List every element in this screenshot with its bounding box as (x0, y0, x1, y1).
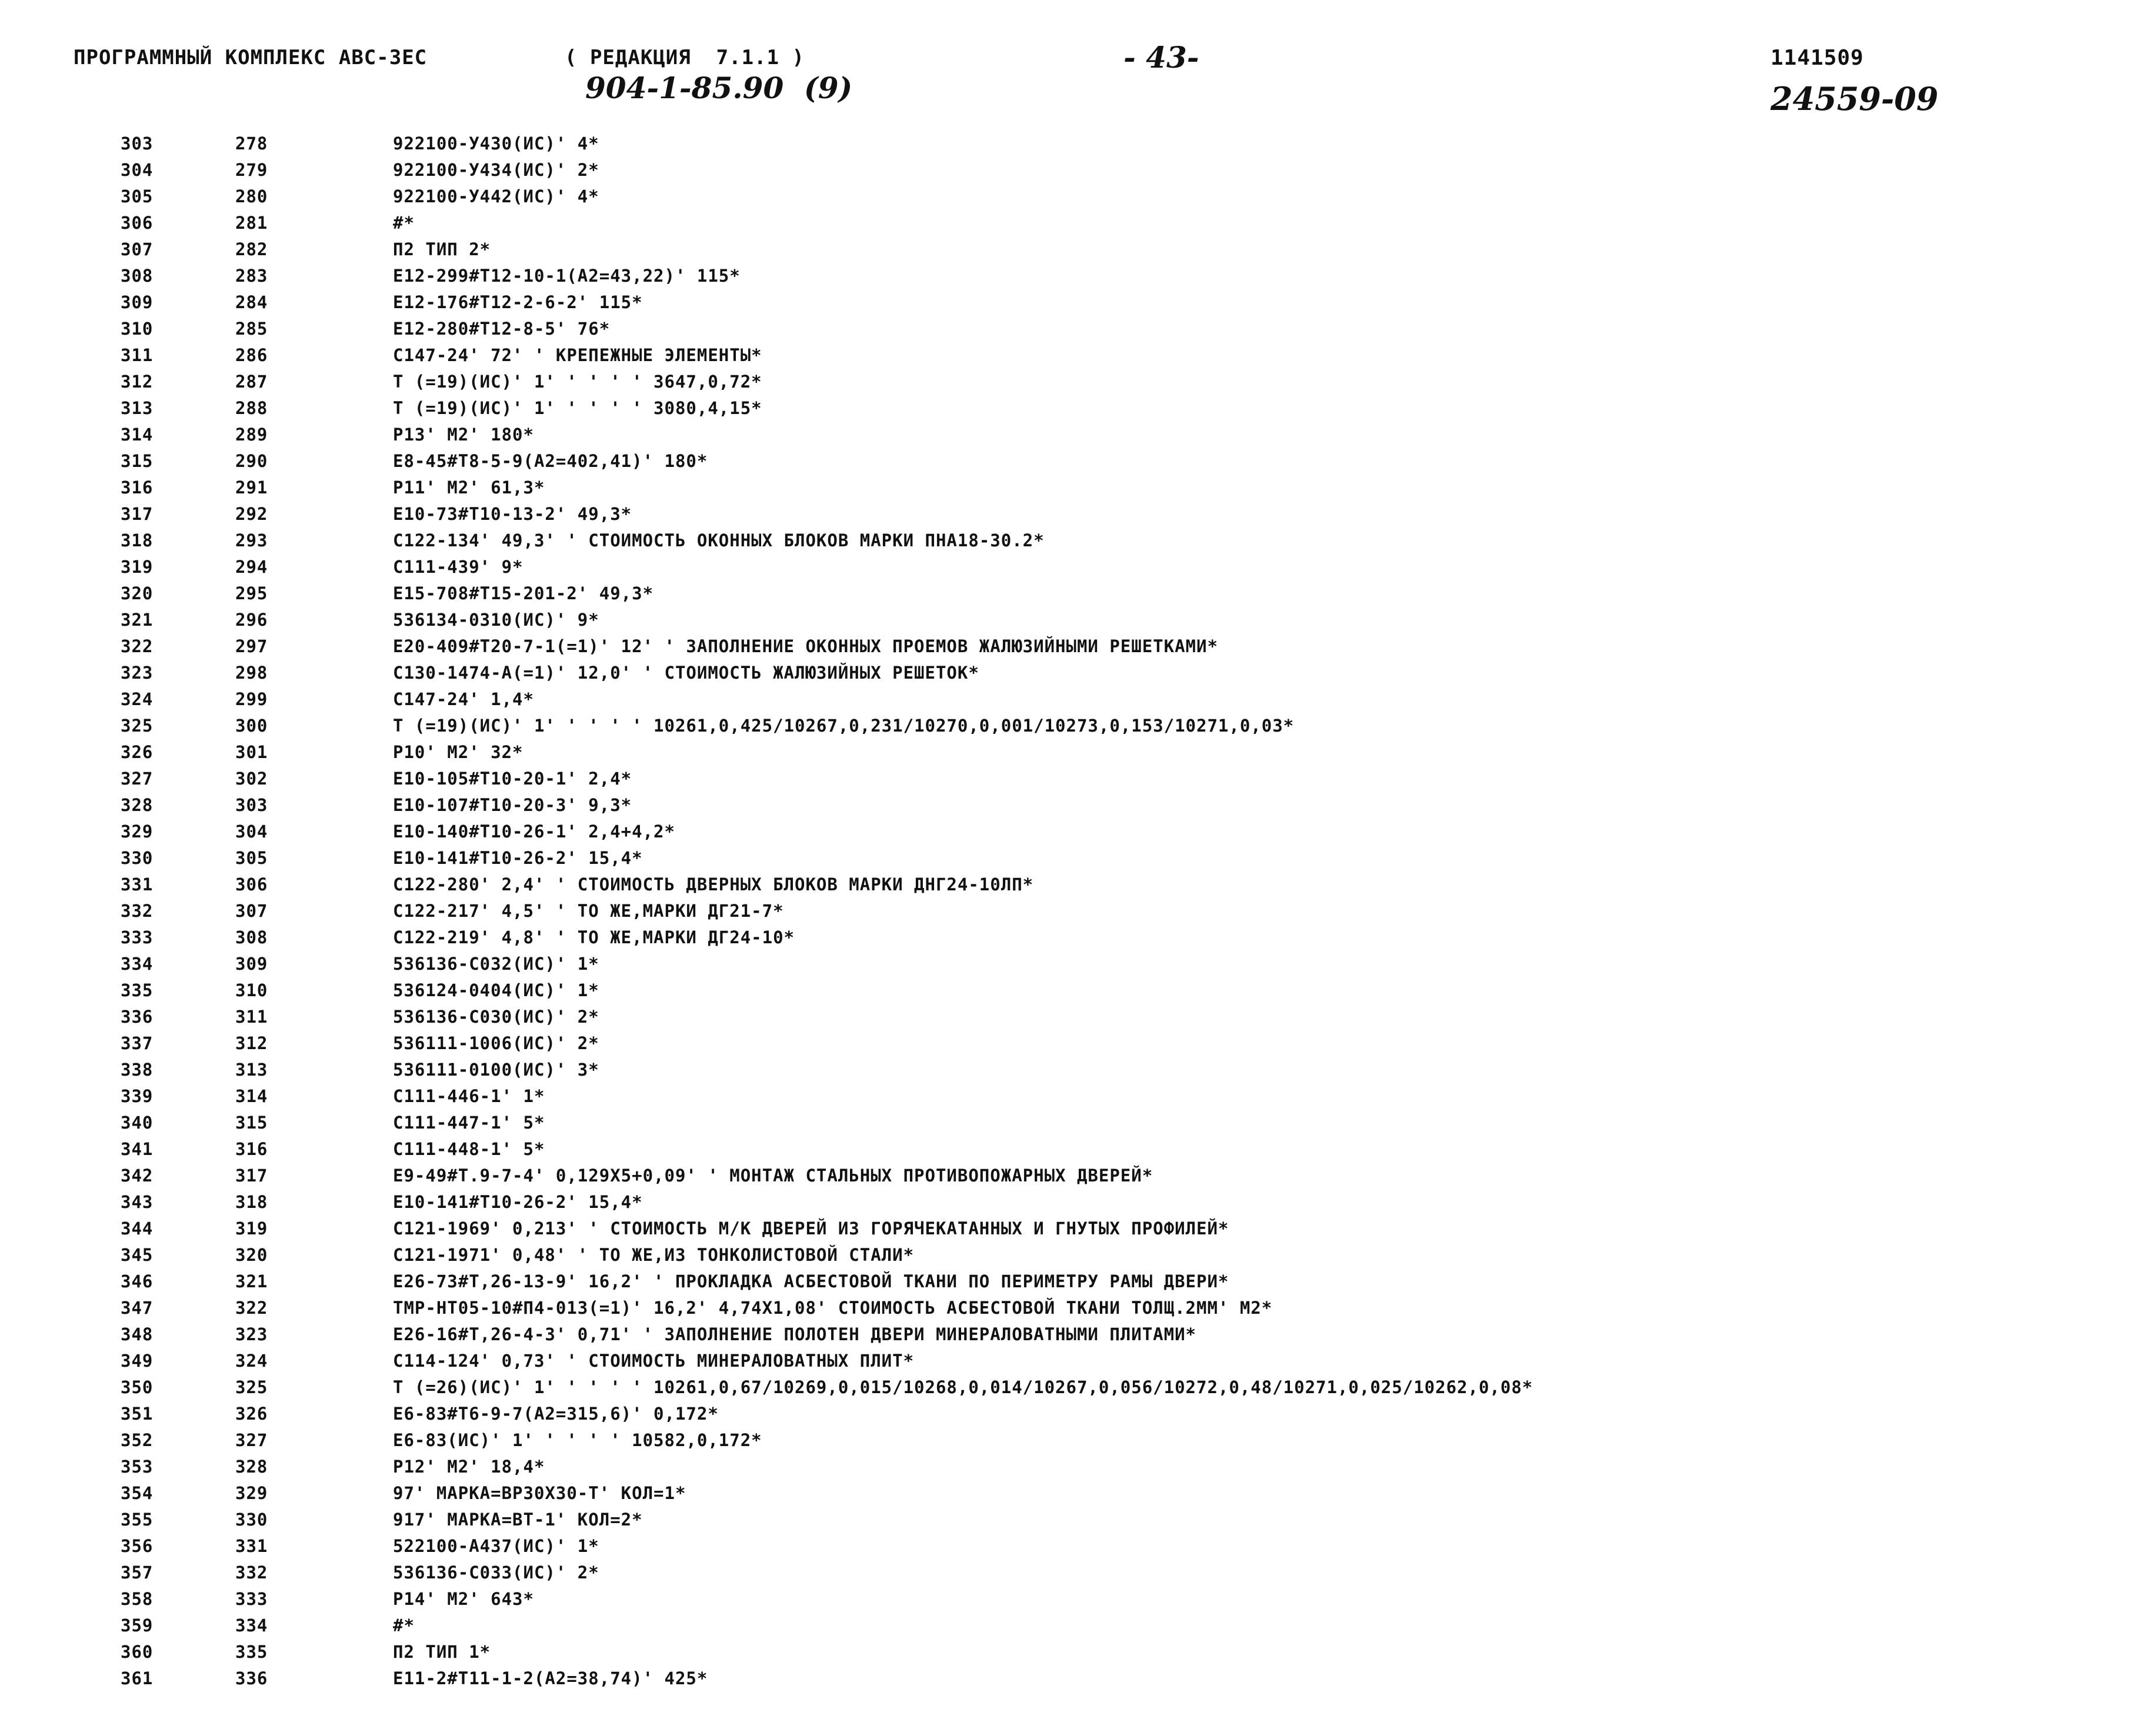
statement-number: 310 (235, 980, 268, 1000)
statement-text: С111-447-1' 5* (393, 1113, 545, 1133)
statement-text: Т (=26)(ИС)' 1' ' ' ' ' 10261,0,67/10269,0,015/10268,0,014/10267,0,056/10272,0,48/10271,0,025/10262,0,08* (393, 1377, 1533, 1397)
line-number: 354 (121, 1483, 154, 1503)
statement-number: 319 (235, 1218, 268, 1238)
line-number: 339 (121, 1086, 154, 1106)
line-number: 342 (121, 1166, 154, 1186)
statement-text: Е10-140#Т10-26-1' 2,4+4,2* (393, 822, 675, 842)
statement-text: Е12-176#Т12-2-6-2' 115* (393, 292, 643, 312)
statement-text: Е9-49#Т.9-7-4' 0,129Х5+0,09' ' МОНТАЖ СТАЛЬНЫХ ПРОТИВОПОЖАРНЫХ ДВЕРЕЙ* (393, 1166, 1153, 1186)
statement-number: 288 (235, 398, 268, 418)
listing-row (0, 1295, 2154, 1321)
statement-number: 334 (235, 1615, 268, 1635)
statement-text: #* (393, 1615, 415, 1635)
line-number: 349 (121, 1351, 154, 1371)
statement-text: 536111-0100(ИС)' 3* (393, 1060, 599, 1080)
line-number: 352 (121, 1430, 154, 1450)
statement-text: Е10-141#Т10-26-2' 15,4* (393, 1192, 643, 1212)
line-number: 356 (121, 1536, 154, 1556)
statement-number: 312 (235, 1033, 268, 1053)
line-number: 305 (121, 186, 154, 206)
statement-number: 322 (235, 1298, 268, 1318)
statement-text: 536136-С032(ИС)' 1* (393, 954, 599, 974)
listing-row (0, 607, 2154, 633)
statement-number: 336 (235, 1668, 268, 1688)
statement-text: Р13' М2' 180* (393, 425, 534, 445)
statement-number: 309 (235, 954, 268, 974)
listing-row (0, 1560, 2154, 1586)
statement-text: С111-446-1' 1* (393, 1086, 545, 1106)
statement-text: Е26-16#Т,26-4-3' 0,71' ' ЗАПОЛНЕНИЕ ПОЛОТЕН ДВЕРИ МИНЕРАЛОВАТНЫМИ ПЛИТАМИ* (393, 1324, 1197, 1344)
statement-text: Е12-299#Т12-10-1(А2=43,22)' 115* (393, 266, 741, 286)
statement-text: С147-24' 1,4* (393, 689, 534, 709)
listing-row (0, 1374, 2154, 1401)
program-title: ПРОГРАММНЫЙ КОМПЛЕКС АВС-3ЕС (74, 46, 428, 69)
listing-row (0, 1639, 2154, 1665)
line-number: 346 (121, 1271, 154, 1291)
listing-row (0, 1613, 2154, 1639)
line-number: 313 (121, 398, 154, 418)
line-number: 303 (121, 133, 154, 153)
line-number: 350 (121, 1377, 154, 1397)
listing-row (0, 369, 2154, 395)
statement-text: Е20-409#Т20-7-1(=1)' 12' ' ЗАПОЛНЕНИЕ ОКОННЫХ ПРОЕМОВ ЖАЛЮЗИЙНЫМИ РЕШЕТКАМИ* (393, 636, 1218, 656)
statement-text: 536136-С030(ИС)' 2* (393, 1007, 599, 1027)
listing-row (0, 1321, 2154, 1348)
statement-text: С122-219' 4,8' ' ТО ЖЕ,МАРКИ ДГ24-10* (393, 927, 795, 947)
listing-row (0, 924, 2154, 951)
statement-text: 536136-С033(ИС)' 2* (393, 1563, 599, 1583)
statement-number: 307 (235, 901, 268, 921)
statement-text: 536124-0404(ИС)' 1* (393, 980, 599, 1000)
listing-row (0, 528, 2154, 554)
statement-number: 330 (235, 1510, 268, 1530)
listing-row (0, 289, 2154, 316)
statement-number: 315 (235, 1113, 268, 1133)
listing-row (0, 872, 2154, 898)
line-number: 318 (121, 530, 154, 550)
listing-row (0, 1004, 2154, 1030)
statement-text: С111-448-1' 5* (393, 1139, 545, 1159)
listing-row (0, 977, 2154, 1004)
line-number: 323 (121, 663, 154, 683)
statement-number: 308 (235, 927, 268, 947)
program-listing (0, 131, 2154, 1692)
line-number: 333 (121, 927, 154, 947)
document-number: 1141509 (1770, 46, 1864, 70)
statement-number: 316 (235, 1139, 268, 1159)
line-number: 328 (121, 795, 154, 815)
statement-number: 287 (235, 372, 268, 392)
handwritten-project-code: 904-1-85.90 (9) (585, 71, 853, 105)
statement-number: 298 (235, 663, 268, 683)
statement-number: 284 (235, 292, 268, 312)
line-number: 337 (121, 1033, 154, 1053)
statement-text: 536134-0310(ИС)' 9* (393, 610, 599, 630)
statement-number: 328 (235, 1457, 268, 1477)
listing-row (0, 501, 2154, 528)
statement-number: 313 (235, 1060, 268, 1080)
statement-text: Е10-107#Т10-20-3' 9,3* (393, 795, 632, 815)
listing-row (0, 686, 2154, 713)
line-number: 314 (121, 425, 154, 445)
line-number: 330 (121, 848, 154, 868)
line-number: 341 (121, 1139, 154, 1159)
statement-text: ТМР-НТ05-10#П4-013(=1)' 16,2' 4,74Х1,08' СТОИМОСТЬ АСБЕСТОВОЙ ТКАНИ ТОЛЩ.2ММ' М2* (393, 1298, 1273, 1318)
listing-row (0, 448, 2154, 475)
statement-text: Е12-280#Т12-8-5' 76* (393, 319, 611, 339)
statement-number: 300 (235, 716, 268, 736)
line-number: 347 (121, 1298, 154, 1318)
listing-row (0, 1427, 2154, 1454)
statement-text: С122-280' 2,4' ' СТОИМОСТЬ ДВЕРНЫХ БЛОКОВ МАРКИ ДНГ24-10ЛП* (393, 874, 1034, 894)
listing-row (0, 1110, 2154, 1136)
statement-number: 302 (235, 769, 268, 789)
statement-text: Т (=19)(ИС)' 1' ' ' ' ' 3080,4,15* (393, 398, 762, 418)
statement-number: 282 (235, 239, 268, 259)
statement-number: 301 (235, 742, 268, 762)
statement-number: 326 (235, 1404, 268, 1424)
listing-row (0, 1163, 2154, 1189)
statement-text: С122-134' 49,3' ' СТОИМОСТЬ ОКОННЫХ БЛОКОВ МАРКИ ПНА18-30.2* (393, 530, 1045, 550)
listing-row (0, 1348, 2154, 1374)
line-number: 360 (121, 1642, 154, 1662)
listing-row (0, 157, 2154, 183)
statement-number: 331 (235, 1536, 268, 1556)
statement-number: 285 (235, 319, 268, 339)
statement-text: Е6-83(ИС)' 1' ' ' ' ' 10582,0,172* (393, 1430, 762, 1450)
listing-row (0, 131, 2154, 157)
listing-row (0, 475, 2154, 501)
listing-row (0, 342, 2154, 369)
statement-text: П2 ТИП 2* (393, 239, 491, 259)
statement-text: 97' МАРКА=ВР30Х30-Т' КОЛ=1* (393, 1483, 686, 1503)
listing-row (0, 210, 2154, 236)
listing-row (0, 1242, 2154, 1268)
line-number: 343 (121, 1192, 154, 1212)
statement-text: Е10-141#Т10-26-2' 15,4* (393, 848, 643, 868)
line-number: 344 (121, 1218, 154, 1238)
line-number: 345 (121, 1245, 154, 1265)
line-number: 331 (121, 874, 154, 894)
listing-row (0, 183, 2154, 210)
listing-row (0, 633, 2154, 660)
statement-number: 327 (235, 1430, 268, 1450)
statement-text: Е11-2#Т11-1-2(А2=38,74)' 425* (393, 1668, 708, 1688)
statement-text: Е26-73#Т,26-13-9' 16,2' ' ПРОКЛАДКА АСБЕСТОВОЙ ТКАНИ ПО ПЕРИМЕТРУ РАМЫ ДВЕРИ* (393, 1271, 1229, 1291)
statement-text: #* (393, 213, 415, 233)
line-number: 312 (121, 372, 154, 392)
statement-text: П2 ТИП 1* (393, 1642, 491, 1662)
line-number: 334 (121, 954, 154, 974)
statement-text: Е10-105#Т10-20-1' 2,4* (393, 769, 632, 789)
statement-text: 536111-1006(ИС)' 2* (393, 1033, 599, 1053)
statement-text: С147-24' 72' ' КРЕПЕЖНЫЕ ЭЛЕМЕНТЫ* (393, 345, 762, 365)
line-number: 306 (121, 213, 154, 233)
statement-number: 289 (235, 425, 268, 445)
statement-text: Е6-83#Т6-9-7(А2=315,6)' 0,172* (393, 1404, 719, 1424)
edition-label: ( РЕДАКЦИЯ 7.1.1 ) (565, 46, 805, 69)
line-number: 325 (121, 716, 154, 736)
statement-number: 281 (235, 213, 268, 233)
line-number: 348 (121, 1324, 154, 1344)
statement-text: 917' МАРКА=ВТ-1' КОЛ=2* (393, 1510, 643, 1530)
statement-number: 305 (235, 848, 268, 868)
statement-number: 314 (235, 1086, 268, 1106)
statement-text: С122-217' 4,5' ' ТО ЖЕ,МАРКИ ДГ21-7* (393, 901, 784, 921)
statement-number: 280 (235, 186, 268, 206)
statement-number: 291 (235, 478, 268, 498)
listing-row (0, 898, 2154, 924)
listing-row (0, 422, 2154, 448)
line-number: 309 (121, 292, 154, 312)
statement-text: 922100-У442(ИС)' 4* (393, 186, 599, 206)
line-number: 335 (121, 980, 154, 1000)
statement-number: 324 (235, 1351, 268, 1371)
line-number: 307 (121, 239, 154, 259)
line-number: 329 (121, 822, 154, 842)
statement-number: 306 (235, 874, 268, 894)
statement-text: С130-1474-А(=1)' 12,0' ' СТОИМОСТЬ ЖАЛЮЗИЙНЫХ РЕШЕТОК* (393, 663, 979, 683)
line-number: 338 (121, 1060, 154, 1080)
statement-number: 278 (235, 133, 268, 153)
listing-row (0, 580, 2154, 607)
line-number: 308 (121, 266, 154, 286)
statement-text: С111-439' 9* (393, 557, 524, 577)
listing-row (0, 792, 2154, 819)
listing-row (0, 395, 2154, 422)
listing-row (0, 1189, 2154, 1216)
line-number: 311 (121, 345, 154, 365)
statement-text: Е15-708#Т15-201-2' 49,3* (393, 583, 654, 603)
listing-row (0, 236, 2154, 263)
statement-text: 922100-У434(ИС)' 2* (393, 160, 599, 180)
listing-row (0, 1454, 2154, 1480)
statement-number: 293 (235, 530, 268, 550)
statement-number: 323 (235, 1324, 268, 1344)
statement-text: Р11' М2' 61,3* (393, 478, 545, 498)
statement-text: Р14' М2' 643* (393, 1589, 534, 1609)
line-number: 320 (121, 583, 154, 603)
line-number: 322 (121, 636, 154, 656)
line-number: 336 (121, 1007, 154, 1027)
statement-number: 294 (235, 557, 268, 577)
statement-number: 283 (235, 266, 268, 286)
statement-number: 295 (235, 583, 268, 603)
listing-row (0, 660, 2154, 686)
statement-number: 325 (235, 1377, 268, 1397)
statement-number: 296 (235, 610, 268, 630)
line-number: 340 (121, 1113, 154, 1133)
listing-row (0, 951, 2154, 977)
listing-row (0, 554, 2154, 580)
statement-number: 304 (235, 822, 268, 842)
statement-text: 922100-У430(ИС)' 4* (393, 133, 599, 153)
handwritten-inventory-number: 24559-09 (1770, 80, 1939, 118)
listing-row (0, 1665, 2154, 1692)
statement-number: 317 (235, 1166, 268, 1186)
statement-text: С114-124' 0,73' ' СТОИМОСТЬ МИНЕРАЛОВАТНЫХ ПЛИТ* (393, 1351, 915, 1371)
statement-number: 333 (235, 1589, 268, 1609)
line-number: 351 (121, 1404, 154, 1424)
line-number: 304 (121, 160, 154, 180)
listing-row (0, 1507, 2154, 1533)
listing-row (0, 263, 2154, 289)
line-number: 355 (121, 1510, 154, 1530)
line-number: 358 (121, 1589, 154, 1609)
listing-row (0, 1216, 2154, 1242)
statement-number: 311 (235, 1007, 268, 1027)
statement-text: 522100-А437(ИС)' 1* (393, 1536, 599, 1556)
listing-row (0, 1030, 2154, 1057)
listing-row (0, 1401, 2154, 1427)
statement-number: 299 (235, 689, 268, 709)
line-number: 359 (121, 1615, 154, 1635)
statement-number: 332 (235, 1563, 268, 1583)
statement-text: Т (=19)(ИС)' 1' ' ' ' ' 3647,0,72* (393, 372, 762, 392)
listing-row (0, 1083, 2154, 1110)
statement-text: С121-1971' 0,48' ' ТО ЖЕ,ИЗ ТОНКОЛИСТОВОЙ СТАЛИ* (393, 1245, 915, 1265)
listing-row (0, 1268, 2154, 1295)
line-number: 317 (121, 504, 154, 524)
statement-number: 321 (235, 1271, 268, 1291)
line-number: 326 (121, 742, 154, 762)
statement-number: 318 (235, 1192, 268, 1212)
statement-number: 297 (235, 636, 268, 656)
line-number: 310 (121, 319, 154, 339)
statement-number: 303 (235, 795, 268, 815)
statement-number: 292 (235, 504, 268, 524)
line-number: 316 (121, 478, 154, 498)
statement-text: Р10' М2' 32* (393, 742, 524, 762)
statement-number: 286 (235, 345, 268, 365)
line-number: 357 (121, 1563, 154, 1583)
line-number: 319 (121, 557, 154, 577)
line-number: 361 (121, 1668, 154, 1688)
listing-row (0, 1057, 2154, 1083)
listing-row (0, 713, 2154, 739)
statement-text: Р12' М2' 18,4* (393, 1457, 545, 1477)
line-number: 324 (121, 689, 154, 709)
statement-number: 335 (235, 1642, 268, 1662)
statement-number: 290 (235, 451, 268, 471)
listing-row (0, 316, 2154, 342)
listing-row (0, 819, 2154, 845)
statement-number: 329 (235, 1483, 268, 1503)
statement-text: Т (=19)(ИС)' 1' ' ' ' ' 10261,0,425/10267,0,231/10270,0,001/10273,0,153/10271,0,03* (393, 716, 1295, 736)
statement-text: Е8-45#Т8-5-9(А2=402,41)' 180* (393, 451, 708, 471)
listing-row (0, 739, 2154, 766)
listing-row (0, 1480, 2154, 1507)
statement-text: С121-1969' 0,213' ' СТОИМОСТЬ М/К ДВЕРЕЙ ИЗ ГОРЯЧЕКАТАННЫХ И ГНУТЫХ ПРОФИЛЕЙ* (393, 1218, 1229, 1238)
line-number: 321 (121, 610, 154, 630)
listing-row (0, 766, 2154, 792)
listing-row (0, 1533, 2154, 1560)
listing-row (0, 1586, 2154, 1613)
statement-number: 320 (235, 1245, 268, 1265)
line-number: 315 (121, 451, 154, 471)
statement-text: Е10-73#Т10-13-2' 49,3* (393, 504, 632, 524)
listing-row (0, 845, 2154, 872)
page-number: - 43- (1123, 40, 1199, 75)
line-number: 327 (121, 769, 154, 789)
listing-row (0, 1136, 2154, 1163)
statement-number: 279 (235, 160, 268, 180)
line-number: 353 (121, 1457, 154, 1477)
line-number: 332 (121, 901, 154, 921)
